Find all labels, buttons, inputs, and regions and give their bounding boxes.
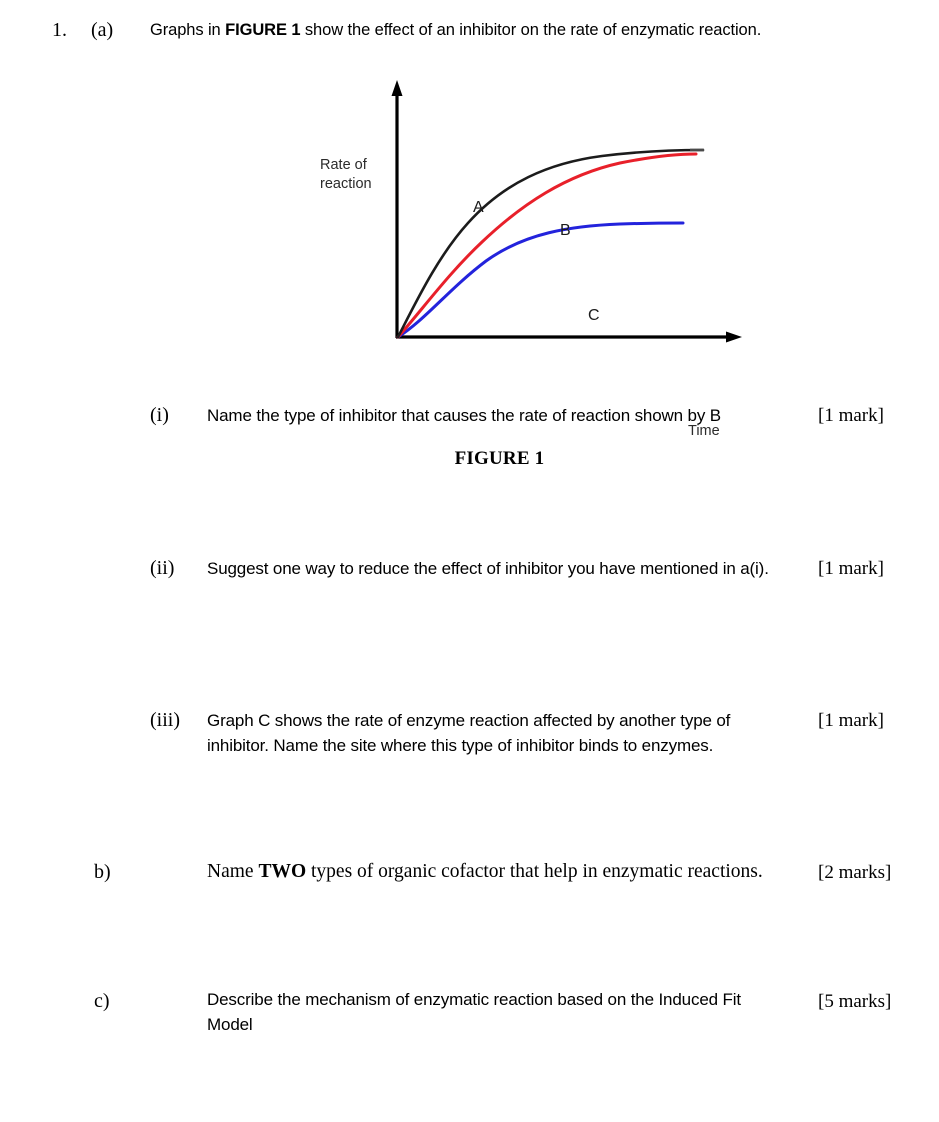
figure-caption-text: FIGURE 1 [454,448,545,469]
part-b-marker: b) [94,861,111,883]
part-c-text: Describe the mechanism of enzymatic reaction based on the Induced Fit Model [207,990,741,1034]
sub-question-text: Suggest one way to reduce the effect of inhibitor you have mentioned in a(i). [207,559,769,578]
curve-a-uninhibited [398,150,703,337]
part-b-emphasis: TWO [258,861,307,882]
sub-question-marks: [1 mark] [818,405,884,426]
sub-question-marker: (ii) [150,557,175,579]
y-axis-arrowhead [392,80,403,96]
sub-question-text: Name the type of inhibitor that causes the rate of reaction shown by B [207,406,721,425]
curve-label-a: A [473,199,484,216]
question-part-label: (a) [91,19,114,41]
question-header [0,16,939,50]
part-c-marker: c) [94,990,110,1012]
sub-question-marker: (iii) [150,709,180,731]
curve-c-noncompetitive [398,223,683,337]
sub-question-text: Graph C shows the rate of enzyme reaction affected by another type of inhibitor. Name the site where this type of inhibitor binds to enzymes. [207,711,731,755]
y-axis-label: Rate of reaction [320,157,372,192]
stem-prefix: Graphs in [150,21,226,39]
part-b-marks: [2 marks] [818,862,892,883]
part-c-marks: [5 marks] [818,991,892,1012]
part-b-text-prefix: Name [207,861,259,882]
curve-b-competitive [398,154,696,337]
question-number: 1. [52,19,67,41]
stem-figure-reference: FIGURE 1 [225,21,301,39]
sub-question-marker: (i) [150,404,169,426]
x-axis-label: Time [688,423,720,439]
figure-caption [0,448,939,470]
x-axis-arrowhead [726,332,742,343]
curve-label-b: B [560,222,571,239]
part-b-text [207,858,787,885]
curve-label-c: C [588,307,600,324]
sub-question-marks: [1 mark] [818,558,884,579]
question-stem [150,18,920,42]
sub-question-marks: [1 mark] [818,710,884,731]
enzyme-kinetics-chart [290,70,760,380]
stem-suffix: show the effect of an inhibitor on the rate of enzymatic reaction. [300,21,762,39]
part-b-text-suffix: types of organic cofactor that help in enzymatic reactions. [306,861,763,882]
